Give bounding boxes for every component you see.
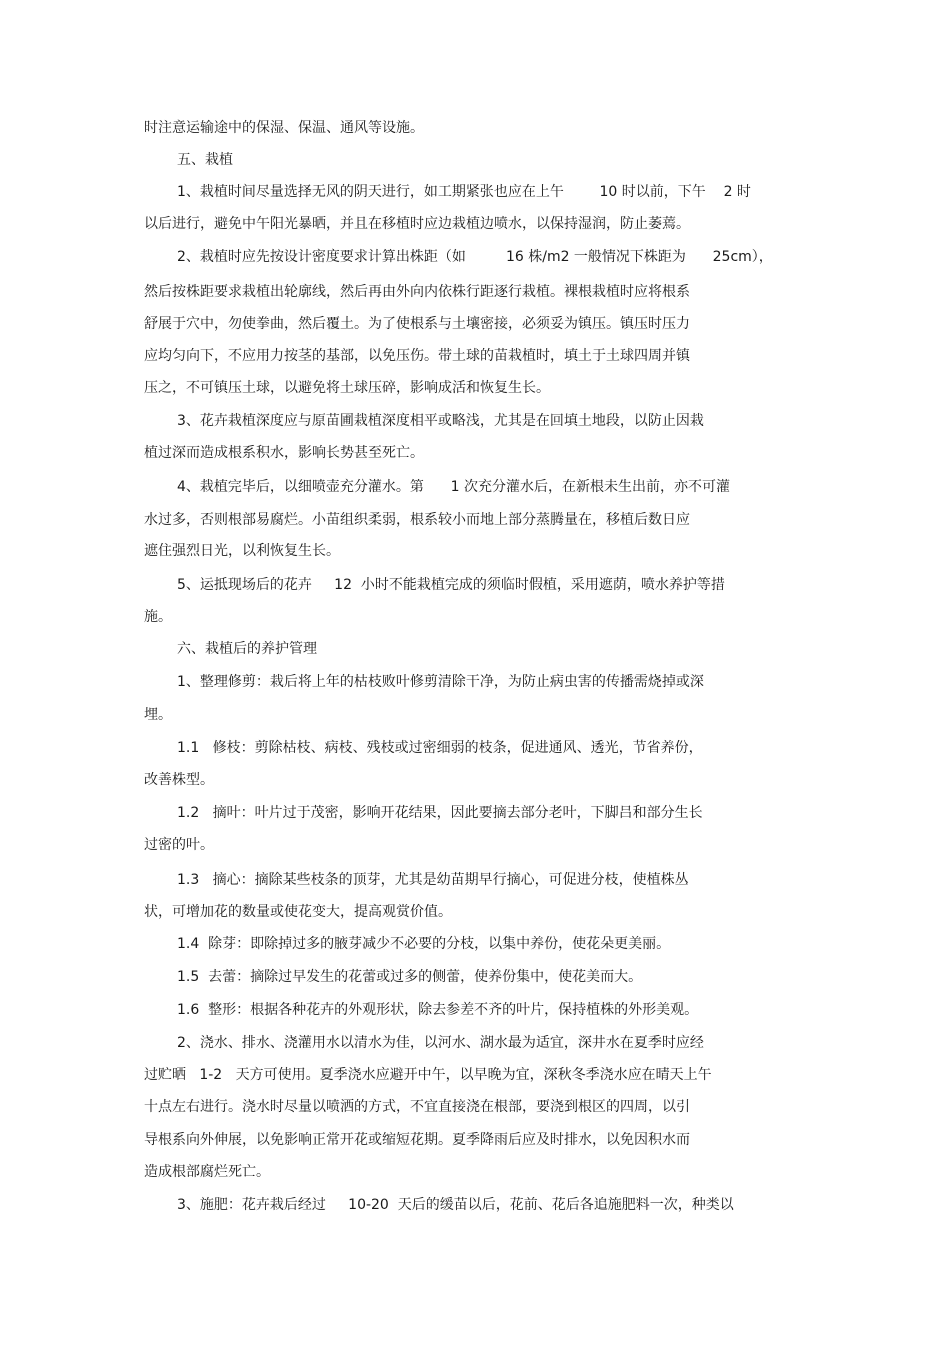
text-line: 4、栽植完毕后，以细喷壶充分灌水。第 1 次充分灌水后，在新根未生出前，亦不可灌 bbox=[177, 479, 730, 495]
text-line: 植过深而造成根系积水，影响长势甚至死亡。 bbox=[144, 445, 424, 461]
section-heading: 六、栽植后的养护管理 bbox=[177, 641, 317, 657]
text-line: 1.3 摘心：摘除某些枝条的顶芽，尤其是幼苗期早行摘心，可促进分枝，使植株丛 bbox=[177, 872, 689, 888]
text-line: 1.6 整形：根据各种花卉的外观形状，除去参差不齐的叶片，保持植株的外形美观。 bbox=[177, 1002, 699, 1018]
text-line: 1.5 去蕾：摘除过早发生的花蕾或过多的侧蕾，使养份集中，使花美而大。 bbox=[177, 969, 643, 985]
text-line: 施。 bbox=[144, 609, 172, 625]
text-line: 改善株型。 bbox=[144, 772, 214, 788]
text-line: 3、施肥：花卉栽后经过 10-20 天后的缓苗以后，花前、花后各追施肥料一次，种类以 bbox=[177, 1197, 734, 1213]
text-line: 1.1 修枝：剪除枯枝、病枝、残枝或过密细弱的枝条，促进通风、透光，节省养份， bbox=[177, 740, 703, 756]
text-line: 压之，不可镇压土球，以避免将土球压碎，影响成活和恢复生长。 bbox=[144, 380, 550, 396]
text-line: 应均匀向下，不应用力按茎的基部，以免压伤。带土球的苗栽植时，填土于土球四周并镇 bbox=[144, 348, 690, 364]
text-line: 以后进行，避免中午阳光暴晒，并且在移植时应边栽植边喷水，以保持湿润，防止萎蔫。 bbox=[144, 216, 690, 232]
text-line: 造成根部腐烂死亡。 bbox=[144, 1164, 270, 1180]
text-line: 导根系向外伸展，以免影响正常开花或缩短花期。夏季降雨后应及时排水，以免因积水而 bbox=[144, 1132, 690, 1148]
text-line: 然后按株距要求栽植出轮廓线，然后再由外向内依株行距逐行栽植。裸根栽植时应将根系 bbox=[144, 284, 690, 300]
text-line: 状，可增加花的数量或使花变大，提高观赏价值。 bbox=[144, 904, 452, 920]
text-line: 1.2 摘叶：叶片过于茂密，影响开花结果，因此要摘去部分老叶，下脚吕和部分生长 bbox=[177, 805, 703, 821]
text-line: 遮住强烈日光，以利恢复生长。 bbox=[144, 543, 340, 559]
text-line: 1、栽植时间尽量选择无风的阴天进行，如工期紧张也应在上午 10 时以前，下午 2 时 bbox=[177, 184, 751, 200]
text-line: 1.4 除芽：即除掉过多的腋芽减少不必要的分枝，以集中养份，使花朵更美丽。 bbox=[177, 936, 671, 952]
text-line: 十点左右进行。浇水时尽量以喷洒的方式，不宜直接浇在根部，要浇到根区的四周，以引 bbox=[144, 1099, 690, 1115]
text-line: 2、浇水、排水、浇灌用水以清水为佳，以河水、湖水最为适宜，深井水在夏季时应经 bbox=[177, 1035, 704, 1051]
text-line: 3、花卉栽植深度应与原苗圃栽植深度相平或略浅，尤其是在回填土地段，以防止因栽 bbox=[177, 413, 704, 429]
section-heading: 五、栽植 bbox=[177, 152, 233, 168]
text-line: 埋。 bbox=[144, 707, 172, 723]
text-line: 5、运抵现场后的花卉 12 小时不能栽植完成的须临时假植，采用遮荫，喷水养护等措 bbox=[177, 577, 725, 593]
text-line: 2、栽植时应先按设计密度要求计算出株距（如 16 株/m2 一般情况下株距为 25cm）， bbox=[177, 249, 773, 265]
text-line: 过密的叶。 bbox=[144, 837, 214, 853]
text-line: 时注意运输途中的保湿、保温、通风等设施。 bbox=[144, 120, 424, 136]
text-line: 1、整理修剪：栽后将上年的枯枝败叶修剪清除干净，为防止病虫害的传播需烧掉或深 bbox=[177, 674, 704, 690]
text-line: 舒展于穴中，勿使拳曲，然后覆土。为了使根系与土壤密接，必须妥为镇压。镇压时压力 bbox=[144, 316, 690, 332]
text-line: 水过多，否则根部易腐烂。小苗组织柔弱，根系较小而地上部分蒸腾量在，移植后数日应 bbox=[144, 512, 690, 528]
text-line: 过贮晒 1-2 天方可使用。夏季浇水应避开中午，以早晚为宜，深秋冬季浇水应在晴天上午 bbox=[144, 1067, 712, 1083]
